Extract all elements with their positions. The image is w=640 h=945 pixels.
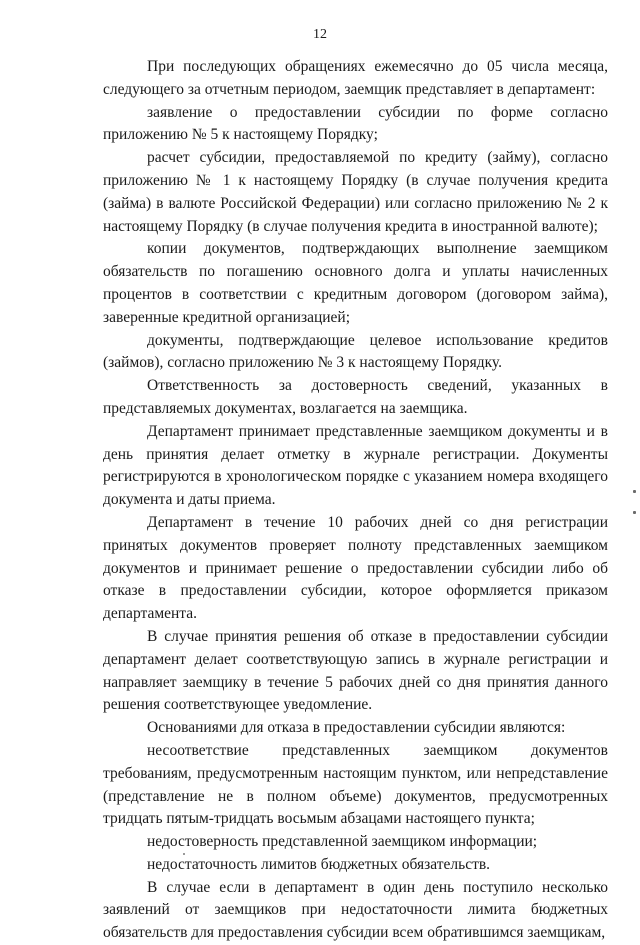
- paragraph: заявление о предоставлении субсидии по форме согласно приложению № 5 к настоящему Порядку;: [103, 103, 608, 144]
- paragraph: Основаниями для отказа в предоставлении субсидии являются:: [147, 719, 566, 737]
- paragraph: документы, подтверждающие целевое использование кредитов (займов), согласно приложению № 3 к настоящему Порядку.: [103, 331, 608, 372]
- paragraph: При последующих обращениях ежемесячно до 05 числа месяца, следующего за отчетным периодом, заемщик представляет в департамент:: [103, 58, 608, 98]
- paragraph: Департамент принимает представленные заемщиком документы и в день принятия делает отметку в журнале регистрации. Документы регистрируются в хронологическом порядке с указанием номера входящего документа и даты приема.: [103, 422, 608, 509]
- paragraph: копии документов, подтверждающих выполнение заемщиком обязательств по погашению основного долга и уплаты начисленных процентов в соответствии с кредитным договором (договором займа), заверенные кредитной организацией;: [103, 240, 608, 326]
- paragraph: расчет субсидии, предоставляемой по кредиту (займу), согласно приложению № 1 к настоящему Порядку (в случае получения кредита (займа) в валюте Российской Федерации) или согласно приложению № 2 к настоящему Порядку (в случае получения кредита в иностранной валюте);: [103, 149, 608, 235]
- document-body: [103, 56, 608, 945]
- paragraph: В случае если в департамент в один день поступило несколько заявлений от заемщиков при недостаточности лимита бюджетных обязательств для предоставления субсидии всем обратившимся заемщикам,: [103, 878, 608, 942]
- scan-dot: [183, 853, 185, 855]
- scan-mark: [633, 490, 636, 493]
- paragraph: В случае принятия решения об отказе в предоставлении субсидии департамент делает соответствующую запись в журнале регистрации и направляет заемщику в течение 5 рабочих дней со дня принятия данного решения соответствующее уведомление.: [103, 627, 608, 714]
- page-number: 12: [313, 27, 327, 42]
- paragraph: недостаточность лимитов бюджетных обязательств.: [147, 855, 491, 873]
- scan-mark: [633, 511, 636, 514]
- paragraph: недостоверность представленной заемщиком информации;: [147, 833, 538, 851]
- paragraph: Ответственность за достоверность сведений, указанных в представляемых документах, возлагается на заемщика.: [103, 377, 608, 417]
- paragraph: несоответствие представленных заемщиком документов требованиям, предусмотренным настоящим пунктом, или непредставление (представление не в полном объеме) документов, предусмотренных тридцать пятым-тридцать восьмым абзацами настоящего пункта;: [103, 741, 608, 828]
- paragraph: Департамент в течение 10 рабочих дней со дня регистрации принятых документов проверяет полноту представленных заемщиком документов и принимает решение о предоставлении субсидии либо об отказе в предоставлении субсидии, которое оформляется приказом департамента.: [103, 513, 608, 623]
